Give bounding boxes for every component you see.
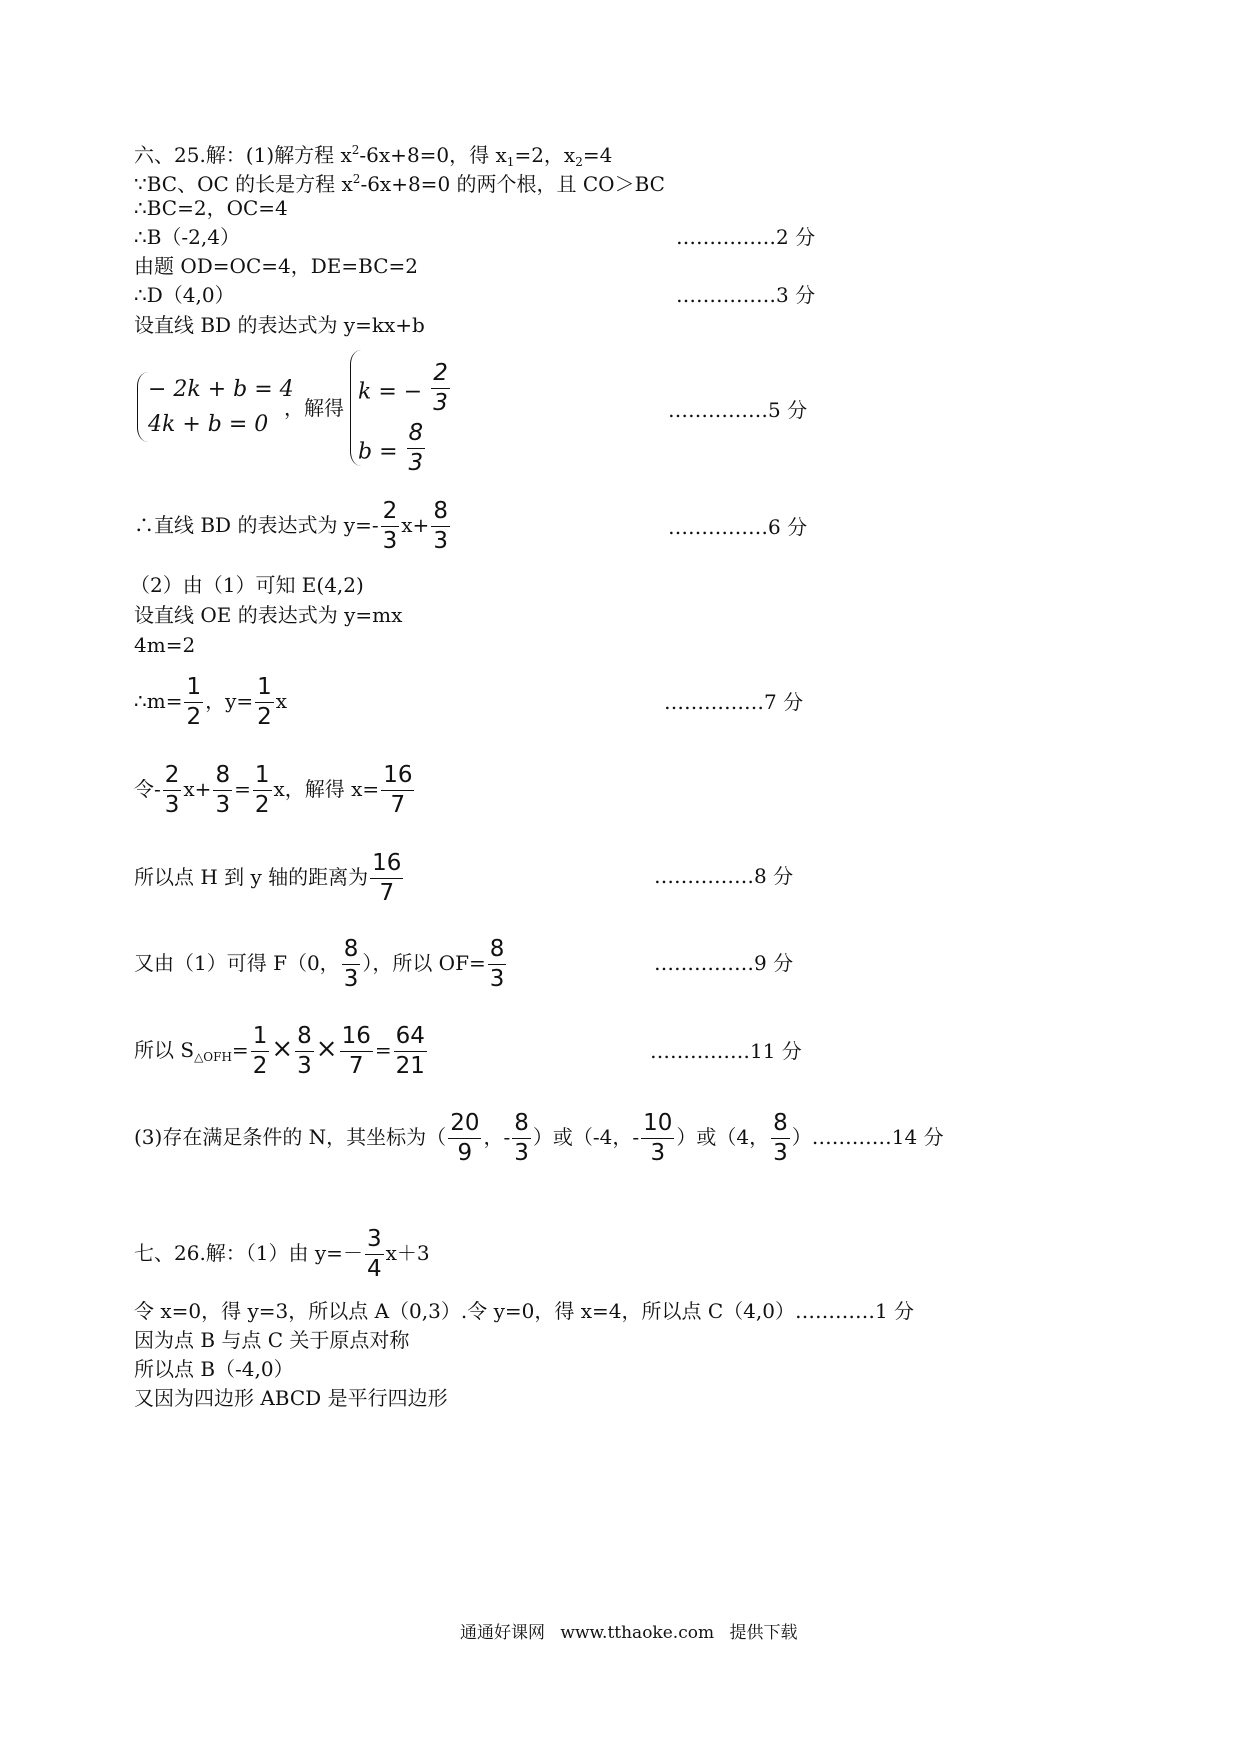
frac-num: 1 <box>184 676 203 703</box>
p2-l5-c: = <box>234 777 251 801</box>
frac-num: 1 <box>253 764 272 791</box>
frac-den: 3 <box>773 1140 788 1166</box>
p2-line1: （2）由（1）可知 E(4,2) <box>130 573 364 597</box>
frac-den: 3 <box>514 1140 529 1166</box>
frac-num: 8 <box>342 938 361 965</box>
p3-a: (3)存在满足条件的 N，其坐标为（ <box>134 1125 447 1149</box>
score-11: ……………11 分 <box>650 1039 802 1063</box>
q26-l1-b: x＋3 <box>385 1241 430 1265</box>
score-8: ……………8 分 <box>654 864 794 888</box>
system-brace-left <box>137 372 148 442</box>
fraction-8-3 <box>213 764 232 817</box>
fraction-10-3 <box>641 1112 674 1165</box>
frac-den: 3 <box>297 1053 312 1079</box>
q25-line5: 由题 OD=OC=4，DE=BC=2 <box>134 254 418 278</box>
q25-line9 <box>134 500 452 553</box>
p3-c: ）或（-4，- <box>532 1125 640 1149</box>
q25-line4: ∴B（-2,4） <box>134 225 240 249</box>
q25-l9-a: ∴直线 BD 的表达式为 y=- <box>134 513 379 537</box>
frac-num: 8 <box>431 500 450 527</box>
system-eq1: − 2k + b = 4 <box>148 377 294 402</box>
fraction-2-3 <box>431 362 450 415</box>
q25-line2 <box>134 167 665 196</box>
fraction-8-3 <box>295 1025 314 1078</box>
frac-num: 2 <box>381 500 400 527</box>
frac-den: 3 <box>433 390 448 416</box>
q26-line3: 因为点 B 与点 C 关于原点对称 <box>134 1328 410 1352</box>
score-7: ……………7 分 <box>664 690 804 714</box>
frac-num: 1 <box>255 676 274 703</box>
frac-den: 3 <box>433 528 448 554</box>
score-9: ……………9 分 <box>654 951 794 975</box>
frac-den: 3 <box>343 966 359 992</box>
frac-num: 16 <box>370 852 403 879</box>
frac-num: 2 <box>163 764 182 791</box>
fraction-8-3 <box>431 500 450 553</box>
p3-d: ）或（4， <box>676 1125 770 1149</box>
q25-line3: ∴BC=2，OC=4 <box>134 196 288 220</box>
frac-den: 9 <box>457 1140 473 1166</box>
equals-sign: = <box>374 1038 392 1062</box>
frac-num: 20 <box>448 1112 481 1139</box>
q25-l2-b: -6x+8=0 的两个根，且 CO＞BC <box>360 172 665 196</box>
fraction-1-2 <box>184 676 203 729</box>
q25-line6: ∴D（4,0） <box>134 283 235 307</box>
p2-l5-d: x，解得 x= <box>273 777 380 801</box>
p2-l5-b: x+ <box>183 777 212 801</box>
frac-den: 2 <box>252 1053 268 1079</box>
q26-line5: 又因为四边形 ABCD 是平行四边形 <box>134 1386 448 1410</box>
fraction-16-7 <box>340 1025 373 1078</box>
frac-den: 21 <box>395 1053 425 1079</box>
solution-k-label: k = − <box>358 379 423 405</box>
footer-site: 通通好课网 <box>460 1623 545 1643</box>
frac-num: 10 <box>641 1112 674 1139</box>
q25-l9-b: x+ <box>401 513 430 537</box>
score-6: ……………6 分 <box>668 515 808 539</box>
frac-den: 3 <box>215 792 231 818</box>
fraction-8-3 <box>407 422 426 475</box>
fraction-1-2 <box>255 676 274 729</box>
frac-num: 1 <box>251 1025 270 1052</box>
frac-num: 8 <box>771 1112 790 1139</box>
p2-line2: 设直线 OE 的表达式为 y=mx <box>134 603 403 627</box>
fraction-3-4 <box>365 1228 384 1281</box>
frac-den: 3 <box>164 792 180 818</box>
fraction-8-3 <box>342 938 361 991</box>
fraction-1-2 <box>253 764 272 817</box>
p2-l4-c: x <box>275 689 288 713</box>
footer-url[interactable]: www.tthaoke.com <box>560 1623 715 1643</box>
q26-line2: 令 x=0，得 y=3，所以点 A（0,3）.令 y=0，得 x=4，所以点 C（4,0）…………1 分 <box>134 1299 915 1323</box>
fraction-8-3 <box>771 1112 790 1165</box>
system-eq2: 4k + b = 0 <box>148 412 269 437</box>
score-2: ……………2 分 <box>676 225 816 249</box>
area-subscript: △OFH <box>194 1050 232 1064</box>
q26-line4: 所以点 B（-4,0） <box>134 1357 294 1381</box>
p2-l8-b: = <box>231 1038 249 1062</box>
p2-l7-b: ），所以 OF= <box>362 951 486 975</box>
frac-num: 8 <box>407 422 426 449</box>
p2-line7 <box>134 938 508 991</box>
times-sign: × <box>315 1034 338 1064</box>
frac-den: 7 <box>348 1053 364 1079</box>
frac-den: 2 <box>254 792 270 818</box>
fraction-16-7 <box>381 764 414 817</box>
sup-2: 2 <box>351 143 360 157</box>
score-5: ……………5 分 <box>668 398 808 422</box>
frac-den: 7 <box>379 880 395 906</box>
fraction-16-7 <box>370 852 403 905</box>
frac-num: 8 <box>213 764 232 791</box>
sup-2b: 2 <box>352 172 361 186</box>
solution-k <box>358 360 452 419</box>
p2-line4 <box>134 676 287 729</box>
p3-e: ）…………14 分 <box>791 1125 944 1149</box>
system-solve-text: ，解得 <box>284 396 344 420</box>
q25-l1-a: 六、25.解：(1)解方程 x <box>134 143 352 167</box>
p2-l6: 所以点 H 到 y 轴的距离为 <box>134 865 369 889</box>
sub-2: 2 <box>575 155 583 169</box>
q25-l1-c: =2，x <box>514 143 576 167</box>
q25-l1-d: =4 <box>582 143 613 167</box>
p3-line <box>134 1112 944 1165</box>
frac-num: 64 <box>394 1025 427 1052</box>
frac-den: 3 <box>650 1140 666 1166</box>
footer-suffix: 提供下载 <box>729 1623 798 1643</box>
times-sign: × <box>271 1034 294 1064</box>
frac-num: 8 <box>488 938 507 965</box>
frac-den: 2 <box>257 704 272 730</box>
solution-b-label: b = <box>358 439 398 465</box>
frac-num: 8 <box>512 1112 531 1139</box>
frac-den: 3 <box>489 966 505 992</box>
p2-l4-a: ∴m= <box>134 689 183 713</box>
fraction-8-3 <box>512 1112 531 1165</box>
p2-l5-a: 令- <box>134 777 161 801</box>
frac-den: 7 <box>390 792 406 818</box>
fraction-2-3 <box>381 500 400 553</box>
fraction-1-2 <box>251 1025 270 1078</box>
fraction-2-3 <box>163 764 182 817</box>
frac-num: 16 <box>381 764 414 791</box>
solution-b <box>358 420 427 479</box>
q26-l1-a: 七、26.解：（1）由 y=－ <box>134 1241 363 1265</box>
frac-num: 16 <box>340 1025 373 1052</box>
p2-line8 <box>134 1025 429 1078</box>
page-footer <box>460 1618 807 1643</box>
fraction-64-21 <box>394 1025 427 1078</box>
frac-den: 3 <box>382 528 398 554</box>
frac-num: 2 <box>431 362 450 389</box>
frac-den: 2 <box>186 704 202 730</box>
p2-line6 <box>134 852 405 905</box>
p2-line3: 4m=2 <box>134 633 196 657</box>
q25-l2-a: ∵BC、OC 的长是方程 x <box>134 172 353 196</box>
p2-l4-b: ，y= <box>205 689 254 713</box>
frac-den: 3 <box>408 450 424 476</box>
frac-den: 4 <box>366 1256 382 1282</box>
q26-line1 <box>134 1228 430 1281</box>
frac-num: 8 <box>295 1025 314 1052</box>
q25-line7: 设直线 BD 的表达式为 y=kx+b <box>134 313 425 337</box>
p2-l7-a: 又由（1）可得 F（0， <box>134 951 340 975</box>
score-3: ……………3 分 <box>676 283 816 307</box>
sub-1: 1 <box>506 155 515 169</box>
p3-b: ，- <box>483 1125 511 1149</box>
fraction-20-9 <box>448 1112 481 1165</box>
q25-l1-b: -6x+8=0，得 x <box>359 143 507 167</box>
fraction-8-3 <box>488 938 507 991</box>
p2-line5 <box>134 764 416 817</box>
frac-num: 3 <box>365 1228 384 1255</box>
p2-l8-a: 所以 S <box>134 1038 195 1062</box>
